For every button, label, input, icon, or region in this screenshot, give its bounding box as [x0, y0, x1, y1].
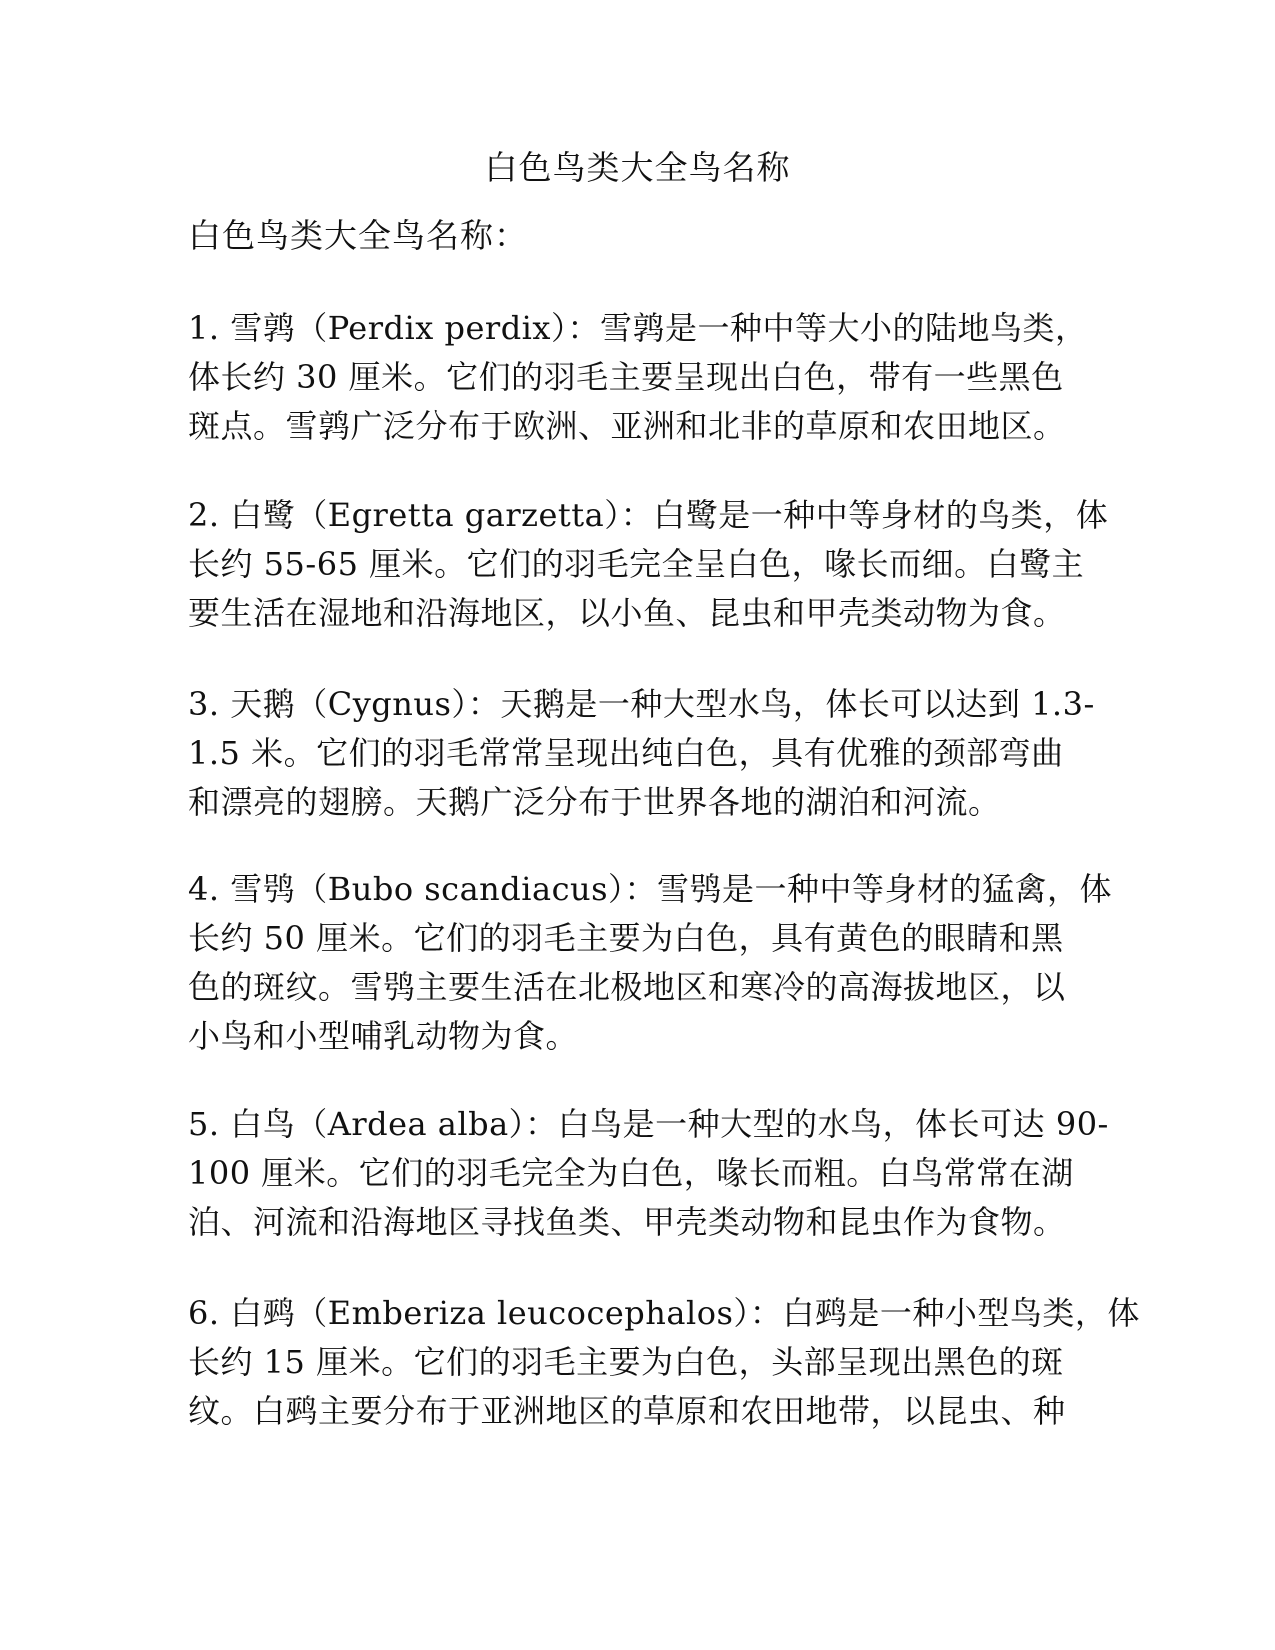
entry-line: 4. 雪鸮（Bubo scandiacus）：雪鸮是一种中等身材的猛禽，体 [188, 870, 1113, 908]
entry-line: 100 厘米。它们的羽毛完全为白色，喙长而粗。白鸟常常在湖 [188, 1154, 1074, 1192]
entry-line: 6. 白鹀（Emberiza leucocephalos）：白鹀是一种小型鸟类，体 [188, 1294, 1140, 1332]
entry-line: 2. 白鹭（Egretta garzetta）：白鹭是一种中等身材的鸟类，体 [188, 496, 1109, 534]
entry-line: 长约 50 厘米。它们的羽毛主要为白色，具有黄色的眼睛和黑 [188, 919, 1064, 957]
entry-line: 1. 雪鹑（Perdix perdix）：雪鹑是一种中等大小的陆地鸟类， [188, 309, 1088, 347]
entry-line: 和漂亮的翅膀。天鹅广泛分布于世界各地的湖泊和河流。 [188, 783, 1001, 821]
entry-line: 要生活在湿地和沿海地区，以小鱼、昆虫和甲壳类动物为食。 [188, 594, 1066, 632]
entry-line: 纹。白鹀主要分布于亚洲地区的草原和农田地带，以昆虫、种 [188, 1392, 1066, 1430]
bird-entry [188, 865, 1113, 1061]
entry-line: 小鸟和小型哺乳动物为食。 [188, 1017, 579, 1055]
entry-line: 体长约 30 厘米。它们的羽毛主要呈现出白色，带有一些黑色 [188, 358, 1064, 396]
entry-line: 5. 白鸟（Ardea alba）：白鸟是一种大型的水鸟，体长可达 90- [188, 1105, 1109, 1143]
entry-line: 长约 15 厘米。它们的羽毛主要为白色，头部呈现出黑色的斑 [188, 1343, 1064, 1381]
entry-line: 色的斑纹。雪鸮主要生活在北极地区和寒冷的高海拔地区，以 [188, 968, 1066, 1006]
bird-entry [188, 1289, 1140, 1436]
entry-line: 泊、河流和沿海地区寻找鱼类、甲壳类动物和昆虫作为食物。 [188, 1203, 1066, 1241]
entry-line: 1.5 米。它们的羽毛常常呈现出纯白色，具有优雅的颈部弯曲 [188, 734, 1064, 772]
intro-heading: 白色鸟类大全鸟名称： [188, 216, 528, 255]
bird-entry [188, 680, 1095, 827]
entry-line: 长约 55-65 厘米。它们的羽毛完全呈白色，喙长而细。白鹭主 [188, 545, 1085, 583]
entry-line: 斑点。雪鹑广泛分布于欧洲、亚洲和北非的草原和农田地区。 [188, 407, 1066, 445]
document-title: 白色鸟类大全鸟名称 [484, 148, 791, 187]
bird-entry [188, 304, 1088, 451]
bird-entry [188, 491, 1109, 638]
bird-entry [188, 1100, 1109, 1247]
entry-line: 3. 天鹅（Cygnus）：天鹅是一种大型水鸟，体长可以达到 1.3- [188, 685, 1095, 723]
